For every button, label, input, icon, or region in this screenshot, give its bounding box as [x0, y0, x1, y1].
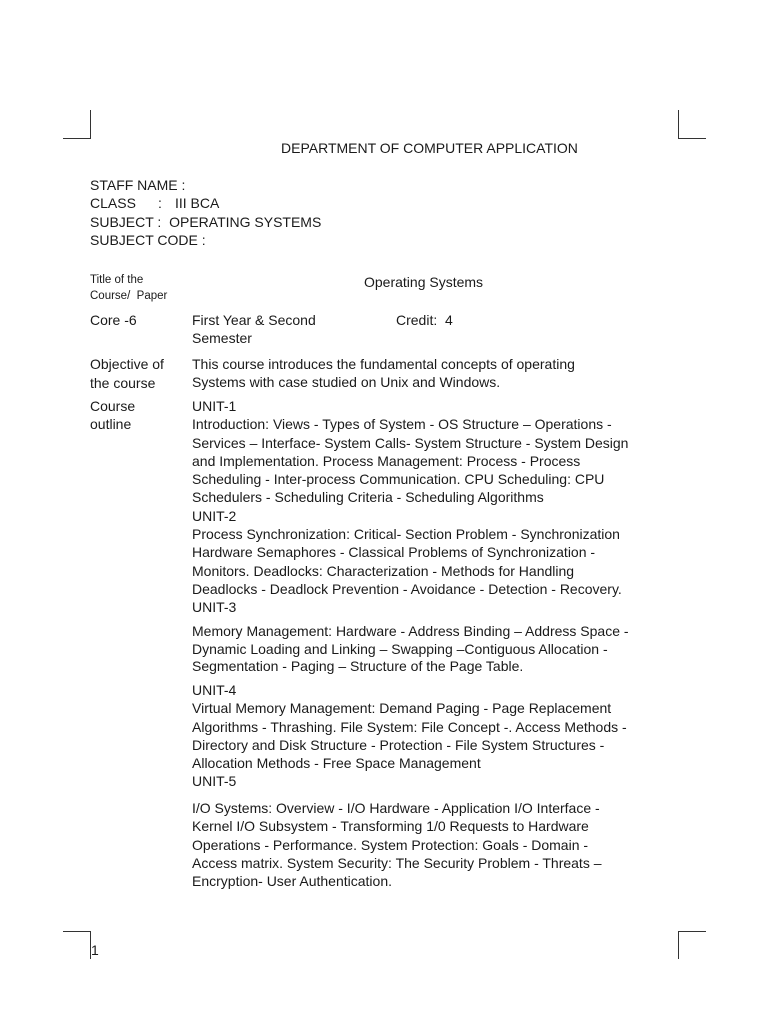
unit-line: Encryption- User Authentication.	[192, 873, 392, 890]
subject-line: SUBJECT : OPERATING SYSTEMS	[90, 214, 322, 230]
unit-line: Schedulers - Scheduling Criteria - Scheduling Algorithms	[192, 489, 544, 506]
units-1-2-block	[192, 397, 628, 617]
unit-line: Access matrix. System Security: The Security Problem - Threats –	[192, 854, 602, 871]
unit-line: and Implementation. Process Management: Process - Process	[192, 452, 581, 469]
title-label-line-2: Course/ Paper	[90, 290, 168, 302]
unit-line: Process Synchronization: Critical- Section Problem - Synchronization	[192, 526, 620, 543]
unit-line: Operations - Performance. System Protection: Goals - Domain -	[192, 836, 589, 853]
unit-line: Allocation Methods - Free Space Management	[192, 755, 481, 772]
unit-5-block	[192, 799, 602, 890]
crop-mark-bottom-right-v	[678, 931, 679, 959]
outline-label-line-2: outline	[90, 416, 132, 432]
crop-mark-top-left-h	[63, 138, 91, 139]
page-number: 1	[91, 942, 99, 958]
department-title: DEPARTMENT OF COMPUTER APPLICATION	[281, 140, 578, 156]
unit-line: UNIT-4	[192, 682, 237, 698]
unit-line: Introduction: Views - Types of System - OS Structure – Operations -	[192, 416, 612, 433]
objective-line: Systems with case studied on Unix and Windows.	[192, 374, 501, 391]
unit-line: Virtual Memory Management: Demand Paging - Page Replacement	[192, 700, 612, 717]
unit-line: Memory Management: Hardware - Address Binding – Address Space -	[192, 623, 629, 639]
staff-name-label: STAFF NAME :	[90, 177, 186, 193]
unit-line: Deadlocks - Deadlock Prevention - Avoidance - Detection - Recovery.	[192, 580, 622, 597]
objective-text	[192, 355, 575, 392]
unit-line: UNIT-1	[192, 398, 237, 414]
unit-line: Directory and Disk Structure - Protection - File System Structures -	[192, 736, 605, 753]
outline-label-line-1: Course	[90, 398, 136, 414]
credit-label: Credit: 4	[396, 312, 453, 328]
unit-line: Monitors. Deadlocks: Characterization - Methods for Handling	[192, 562, 575, 579]
objective-label-line-2: the course	[90, 375, 156, 391]
unit-3-block	[192, 623, 629, 676]
objective-label-line-1: Objective of	[90, 356, 164, 372]
crop-mark-bottom-right-h	[678, 931, 706, 932]
course-title-value: Operating Systems	[364, 274, 484, 290]
class-separator: :	[158, 195, 162, 211]
unit-line: Scheduling - Inter-process Communication. CPU Scheduling: CPU	[192, 471, 605, 488]
unit-4-block	[192, 681, 627, 791]
unit-line: Kernel I/O Subsystem - Transforming 1/0 Requests to Hardware	[192, 818, 589, 835]
unit-line: Hardware Semaphores - Classical Problems of Synchronization -	[192, 544, 596, 561]
crop-mark-top-right-h	[678, 138, 706, 139]
objective-line: This course introduces the fundamental concepts of operating	[192, 356, 575, 372]
subject-code-label: SUBJECT CODE :	[90, 232, 206, 248]
unit-line: UNIT-2	[192, 507, 237, 524]
class-label: CLASS	[90, 195, 136, 211]
unit-line: UNIT-3	[192, 599, 237, 616]
unit-line: Dynamic Loading and Linking – Swapping –Contiguous Allocation -	[192, 640, 608, 657]
core-label: Core -6	[90, 312, 137, 328]
unit-line: I/O Systems: Overview - I/O Hardware - Application I/O Interface -	[192, 800, 600, 816]
class-value: III BCA	[175, 195, 220, 211]
year-line-1: First Year & Second	[192, 312, 316, 328]
year-line-2: Semester	[192, 330, 252, 346]
title-label-line-1: Title of the	[90, 274, 144, 286]
crop-mark-bottom-left-h	[63, 931, 91, 932]
unit-line: UNIT-5	[192, 773, 237, 790]
unit-line: Segmentation - Paging – Structure of the Page Table.	[192, 658, 524, 674]
crop-mark-top-left-v	[90, 110, 91, 138]
crop-mark-top-right-v	[678, 110, 679, 138]
unit-line: Services – Interface- System Calls- System Structure - System Design	[192, 434, 629, 451]
unit-line: Algorithms - Thrashing. File System: File Concept -. Access Methods -	[192, 718, 627, 735]
